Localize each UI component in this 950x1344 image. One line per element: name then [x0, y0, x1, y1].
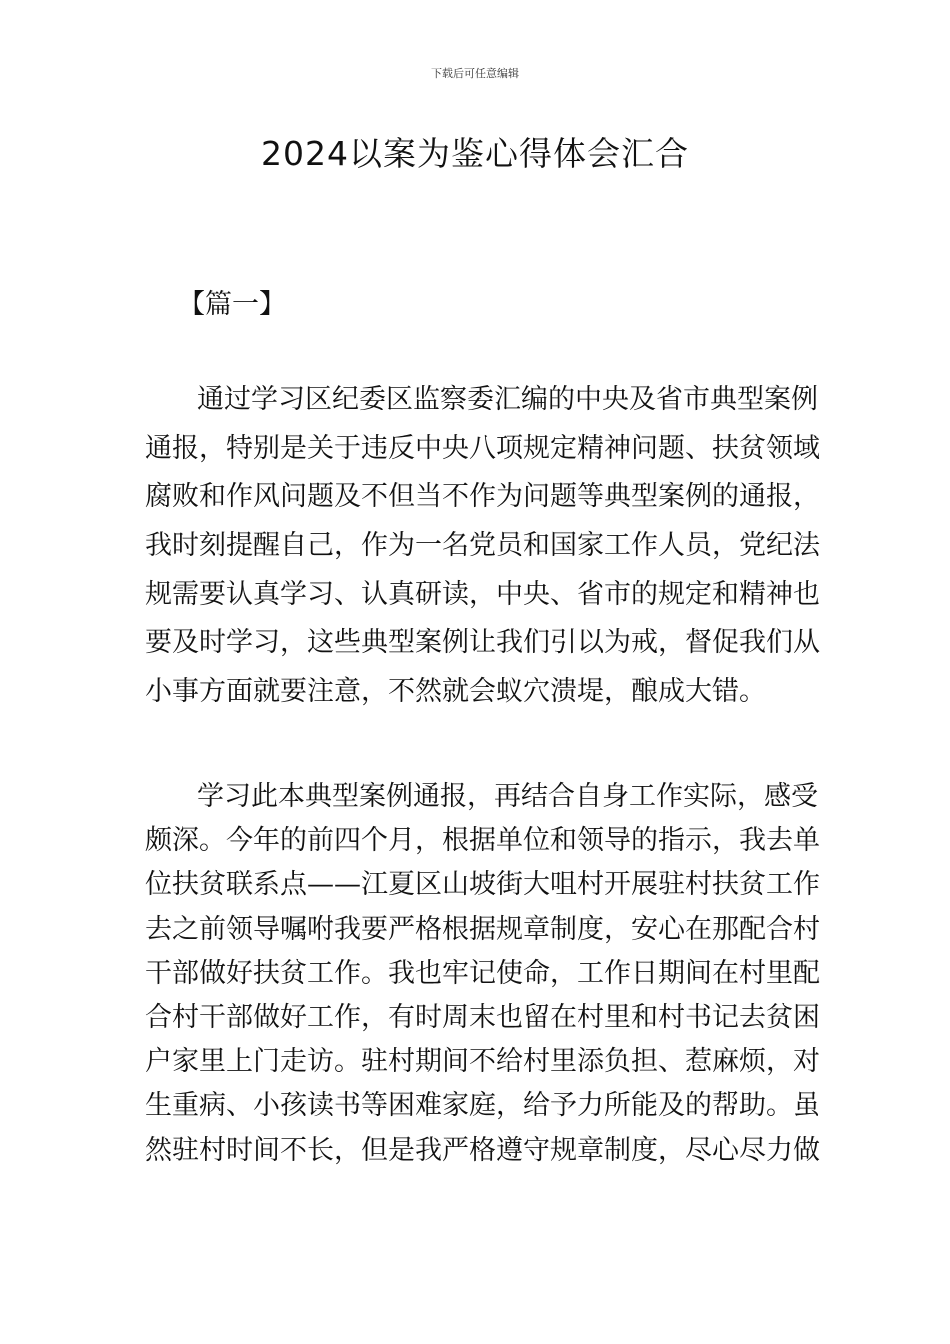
text-line: 要及时学习，这些典型案例让我们引以为戒，督促我们从 — [145, 627, 820, 659]
text-line: 通报，特别是关于违反中央八项规定精神问题、扶贫领域 — [145, 432, 820, 464]
paragraph-2 — [145, 775, 820, 1173]
text-line: 小事方面就要注意，不然就会蚁穴溃堤，酿成大错。 — [145, 676, 766, 708]
text-line: 我时刻提醒自己，作为一名党员和国家工作人员，党纪法 — [145, 530, 820, 562]
text-line: 然驻村时间不长，但是我严格遵守规章制度，尽心尽力做 — [145, 1134, 820, 1166]
text-line: 通过学习区纪委区监察委汇编的中央及省市典型案例 — [197, 384, 818, 415]
text-line: 合村干部做好工作，有时周末也留在村里和村书记去贫困 — [145, 1001, 820, 1033]
text-line: 腐败和作风问题及不但当不作为问题等典型案例的通报， — [145, 481, 820, 513]
text-line: 生重病、小孩读书等困难家庭，给予力所能及的帮助。虽 — [145, 1090, 820, 1122]
text-line: 颇深。今年的前四个月，根据单位和领导的指示，我去单 — [145, 825, 820, 857]
text-line: 干部做好扶贫工作。我也牢记使命，工作日期间在村里配 — [145, 957, 820, 989]
text-line: 学习此本典型案例通报，再结合自身工作实际，感受 — [197, 781, 818, 812]
text-line: 去之前领导嘱咐我要严格根据规章制度，安心在那配合村 — [145, 913, 820, 945]
section-label: 【篇一】 — [178, 289, 286, 320]
paragraph-1 — [145, 376, 820, 717]
header-note: 下载后可任意编辑 — [431, 67, 519, 80]
text-line: 户家里上门走访。驻村期间不给村里添负担、惹麻烦，对 — [145, 1046, 820, 1078]
document-title: 2024以案为鉴心得体会汇合 — [261, 134, 689, 173]
text-line: 位扶贫联系点——江夏区山坡街大咀村开展驻村扶贫工作 — [145, 869, 820, 901]
text-line: 规需要认真学习、认真研读，中央、省市的规定和精神也 — [145, 578, 820, 610]
